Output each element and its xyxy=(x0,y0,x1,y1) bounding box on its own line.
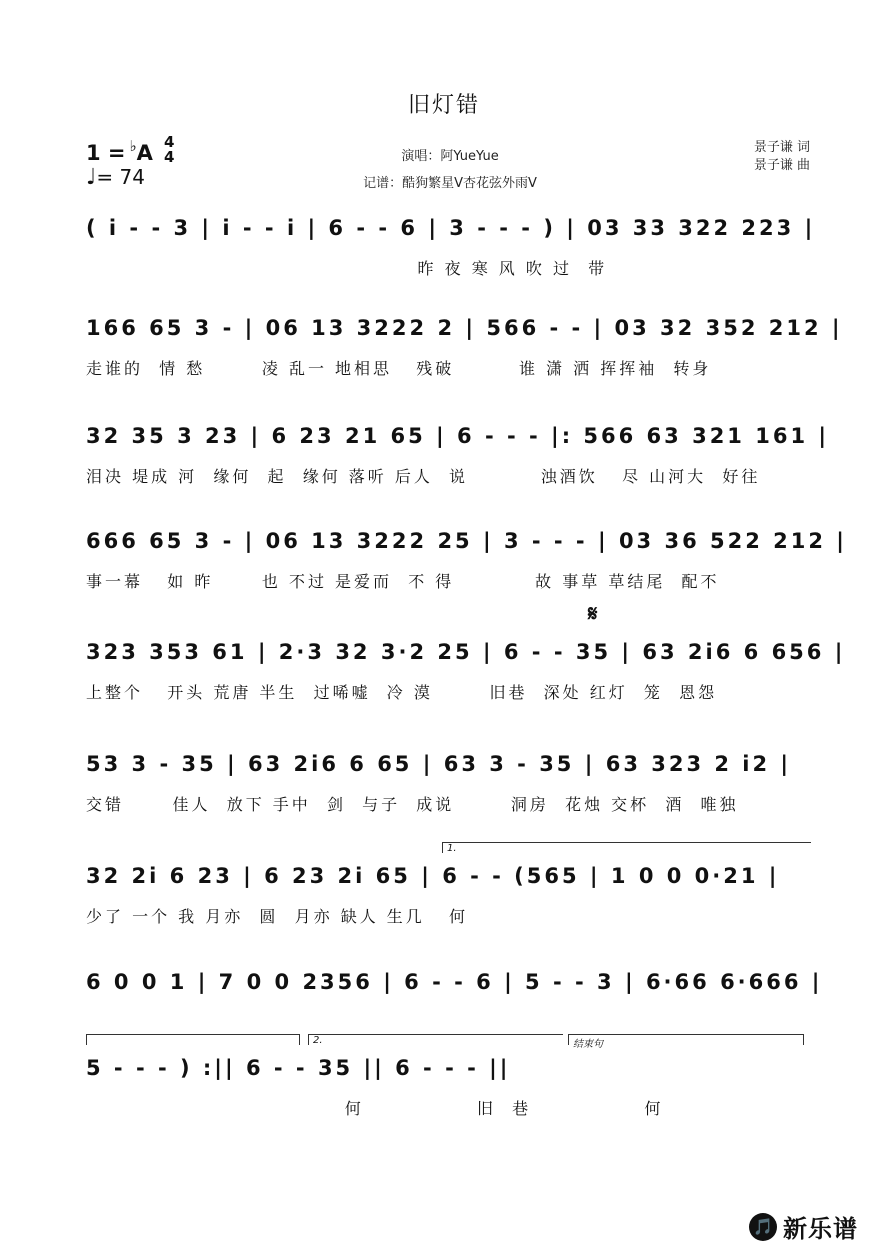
row-notes: 323 353 61 | 2·3 32 3·2 25 | 6 - - 35 | 63 2i6 6 656 | xyxy=(86,640,846,664)
row-lyrics: 泪决 堤成 河 缘何 起 缘何 落听 后人 说 浊酒饮 尽 山河大 好往 xyxy=(86,467,761,486)
key-signature xyxy=(86,133,206,193)
row-notes: 53 3 - 35 | 63 2i6 6 65 | 63 3 - 35 | 63 323 2 i2 | xyxy=(86,752,792,776)
lyricist-credit: 景子谦 词 xyxy=(753,140,810,155)
row-lyrics: 事一幕 如 昨 也 不过 是爱而 不 得 故 事草 草结尾 配不 xyxy=(86,572,720,591)
singer-credit: 演唱：阿YueYue xyxy=(401,149,499,164)
row-lyrics: 昨 夜 寒 风 吹 过 带 xyxy=(86,259,608,278)
row-notes: 166 65 3 - | 06 13 3222 2 | 566 - - | 03 32 352 212 | xyxy=(86,316,843,340)
tempo-marking: ♩= 74 xyxy=(86,165,145,190)
key-note: A xyxy=(136,141,153,165)
key-prefix: 1 = xyxy=(86,141,126,165)
row-notes: 32 35 3 23 | 6 23 21 65 | 6 - - - |: 566 63 321 161 | xyxy=(86,424,830,448)
volta-1: 1. xyxy=(442,842,811,853)
volta-2: 2. xyxy=(308,1034,563,1045)
segno-icon: 𝄋 xyxy=(588,602,598,627)
row-lyrics: 交错 佳人 放下 手中 剑 与子 成说 洞房 花烛 交杯 酒 唯独 xyxy=(86,795,739,814)
volta-1-continued xyxy=(86,1034,300,1045)
row-notes: 6 0 0 1 | 7 0 0 2356 | 6 - - 6 | 5 - - 3 | 6·66 6·666 | xyxy=(86,970,823,994)
row-lyrics: 上整个 开头 荒唐 半生 过唏嘘 冷 漠 旧巷 深处 红灯 笼 恩怨 xyxy=(86,683,718,702)
transcriber-credit: 记谱：酷狗繁星V杏花弦外雨V xyxy=(363,176,537,191)
row-lyrics: 何 旧 巷 何 xyxy=(86,1099,664,1118)
ending-volta: 结束句 xyxy=(568,1034,804,1045)
row-notes: 5 - - - ) :|| 6 - - 35 || 6 - - - || xyxy=(86,1056,511,1080)
time-signature: 4 4 xyxy=(164,133,175,166)
composer-credit: 景子谦 曲 xyxy=(753,158,810,173)
row-lyrics: 走谁的 情 愁 凌 乱一 地相思 残破 谁 潇 洒 挥挥袖 转身 xyxy=(86,359,712,378)
quarter-note-icon: ♩ xyxy=(86,165,97,190)
song-title: 旧灯错 xyxy=(407,93,480,118)
row-notes: 32 2i 6 23 | 6 23 2i 65 | 6 - - (565 | 1 0 0 0·21 | xyxy=(86,864,780,888)
row-lyrics: 少了 一个 我 月亦 圆 月亦 缺人 生几 何 xyxy=(86,907,469,926)
music-note-icon: 🎵 xyxy=(749,1213,777,1241)
row-notes: ( i - - 3 | i - - i | 6 - - 6 | 3 - - - ) | 03 33 322 223 | xyxy=(86,216,816,240)
row-notes: 666 65 3 - | 06 13 3222 25 | 3 - - - | 03 36 522 212 | xyxy=(86,529,847,553)
flat-sign: ♭ xyxy=(129,137,137,155)
logo-text: 新乐谱 xyxy=(783,1215,858,1243)
site-logo xyxy=(749,1209,858,1244)
